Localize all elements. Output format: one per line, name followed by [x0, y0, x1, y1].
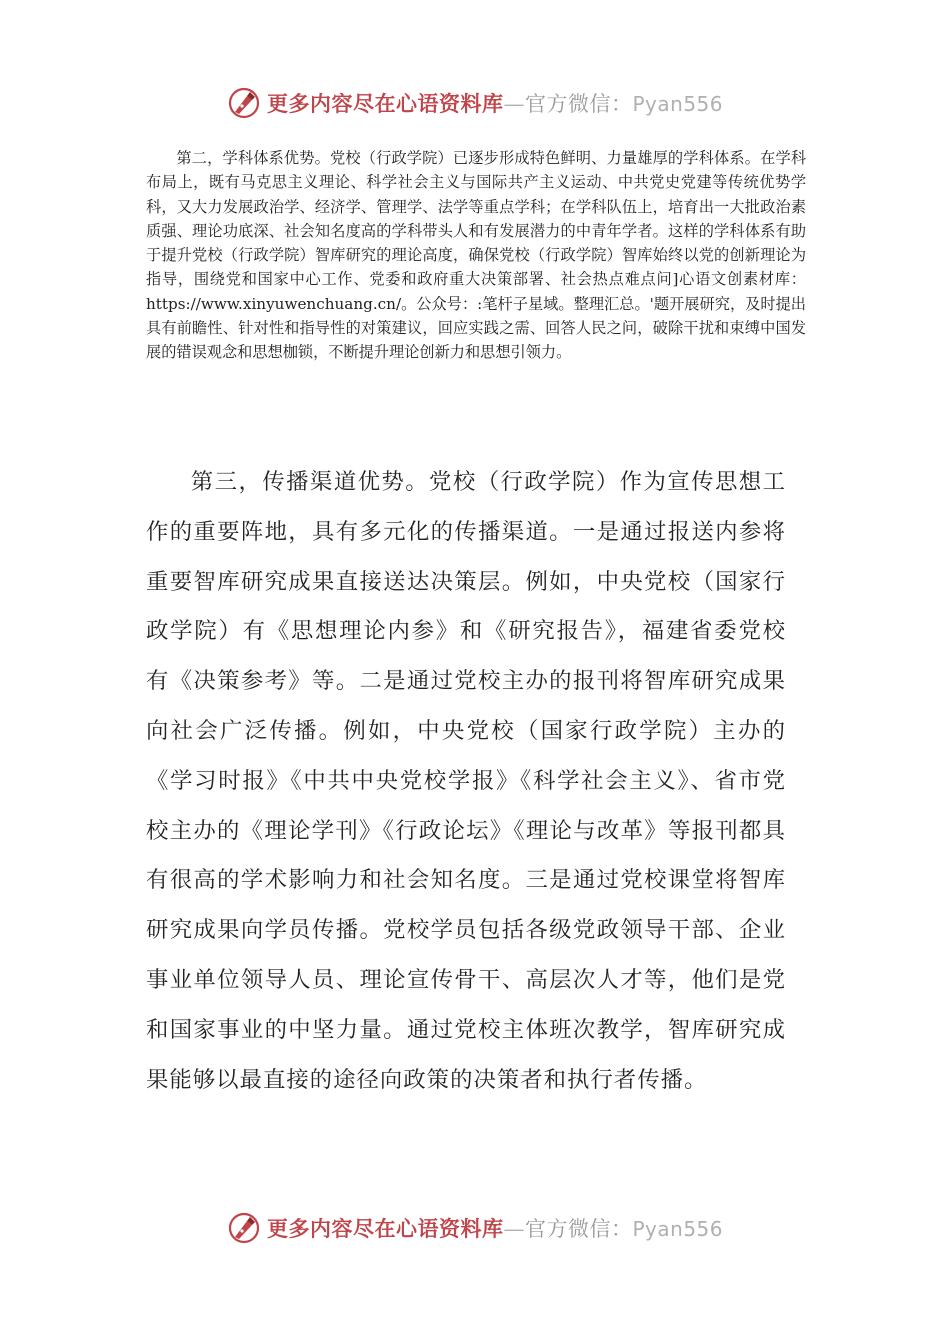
footer-wechat-id: Pyan556: [632, 1217, 723, 1241]
footer-text: [267, 1213, 723, 1243]
paragraph-discipline-advantage: 第二，学科体系优势。党校（行政学院）已逐步形成特色鲜明、力量雄厚的学科体系。在学科布局上，既有马克思主义理论、科学社会主义与国际共产主义运动、中共党史党建等传统优势学科，又大力发展政治学、经济学、管理学、法学等重点学科；在学科队伍上，培育出一大批政治素质强、理论功底深、社会知名度高的学科带头人和有发展潜力的中青年学者。这样的学科体系有助于提升党校（行政学院）智库研究的理论高度，确保党校（行政学院）智库始终以党的创新理论为指导，围绕党和国家中心工作、党委和政府重大决策部署、社会热点难点问]心语文创素材库：https://www.xinyuwenchuang.cn/。公众号：:笔杆子星域。整理汇总。'题开展研究，及时提出具有前瞻性、针对性和指导性的对策建议，回应实践之需、回答人民之问，破除干扰和束缚中国发展的错误观念和思想枷锁，不断提升理论创新力和思想引领力。: [146, 149, 806, 362]
paragraph-communication-advantage: 第三，传播渠道优势。党校（行政学院）作为宣传思想工作的重要阵地，具有多元化的传播渠道。一是通过报送内参将重要智库研究成果直接送达决策层。例如，中央党校（国家行政学院）有《思想理论内参》和《研究报告》，福建省委党校有《决策参考》等。二是通过党校主办的报刊将智库研究成果向社会广泛传播。例如，中央党校（国家行政学院）主办的《学习时报》《中共中央党校学报》《科学社会主义》、省市党校主办的《理论学刊》《行政论坛》《理论与改革》等报刊都具有很高的学术影响力和社会知名度。三是通过党校课堂将智库研究成果向学员传播。党校学员包括各级党政领导干部、企业事业单位领导人员、理论宣传骨干、高层次人才等，他们是党和国家事业的中坚力量。通过党校主体班次教学，智库研究成果能够以最直接的途径向政策的决策者和执行者传播。: [146, 469, 786, 1093]
header-brand: 更多内容尽在心语资料库: [266, 91, 504, 116]
footer-brand: 更多内容尽在心语资料库: [266, 1216, 504, 1241]
header-wechat-label: 官方微信：: [524, 92, 633, 116]
pen-nib-logo-icon: [227, 86, 261, 120]
page-header: [0, 82, 950, 124]
header-dash: —: [503, 92, 525, 116]
pen-nib-logo-icon: [227, 1211, 261, 1245]
header-wechat-id: Pyan556: [632, 92, 723, 116]
page-footer: [0, 1207, 950, 1249]
header-text: [267, 88, 723, 118]
footer-wechat-label: 官方微信：: [524, 1217, 633, 1241]
footer-dash: —: [503, 1217, 525, 1241]
